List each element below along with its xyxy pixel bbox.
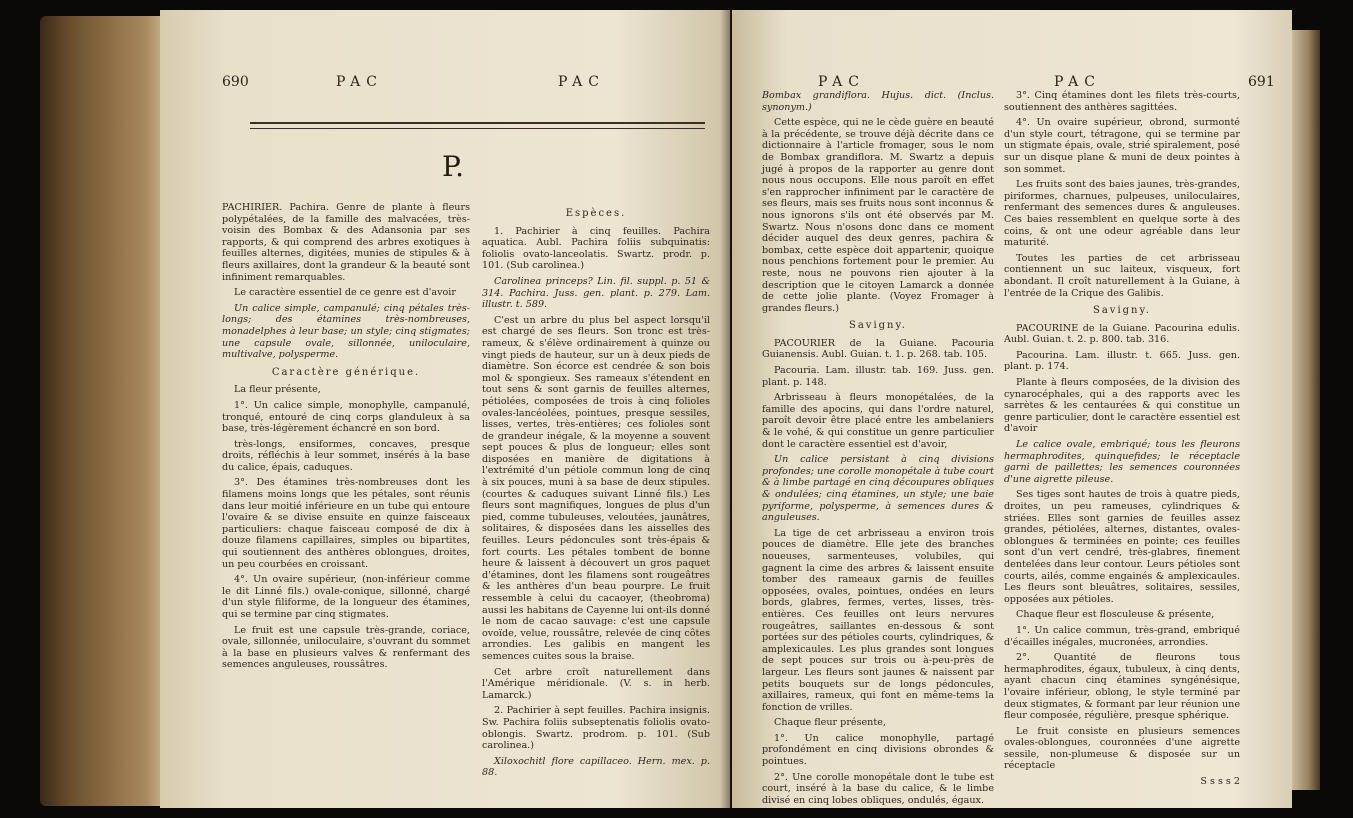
right-page [732, 10, 1292, 808]
header-rule [250, 122, 705, 129]
paragraph: Chaque fleur est flosculeuse & présente, [1016, 609, 1215, 621]
paragraph: Bombax grandiflora. Hujus. dict. (Inclus. synonym.) [762, 90, 994, 113]
paragraph: 4°. Un ovaire supérieur, obrond, surmonté d'un style court, tétragone, qui se termine par un stigmate épais, ovale, strié spiralement, posé sur un disque plane & muni de deux pointes à son sommet. [1004, 117, 1240, 175]
paragraph: PACOURIER de la Guiane. Pacouria Guianensis. Aubl. Guian. t. 1. p. 268. tab. 105. [762, 337, 994, 361]
signature-mark: S s s s 2 [1200, 776, 1240, 788]
running-head-right-1: PAC [818, 74, 865, 90]
paragraph: 1°. Un calice monophylle, partagé profondément en cinq divisions obrondes & pointues. [762, 732, 994, 768]
signature: Savigny. [1092, 305, 1151, 317]
paragraph: La fleur présente, [234, 384, 321, 396]
left-column-2 [482, 202, 710, 783]
paragraph: Le calice ovale, embriqué; tous les fleurons hermaphrodites, quinquefides; le réceptacle garni de paillettes; les semences couronnées d'une aigrette pileuse. [1004, 439, 1240, 485]
open-book [40, 10, 1320, 810]
left-column-1 [222, 202, 470, 675]
book-edge-left [40, 16, 165, 806]
paragraph: Pacourina. Lam. illustr. t. 665. Juss. gen. plant. p. 174. [1004, 349, 1240, 373]
paragraph: La tige de cet arbrisseau a environ trois pouces de diamètre. Elle jete des branches noueuses, sarmenteuses, volubiles, qui gagnent la cime des arbres & laissent ensuite tomber des rameaux garnis de feuilles opposées, ovales, pointues, ondées en leurs bords, glabres, fermes, vertes, lisses, très-entières. Ces feuilles ont leurs nervures rougeâtres, saillantes en-dessous & sont portées sur des pétioles courts, cylindriques, & amplexicaules. Les plus grandes sont longues de sept pouces sur trois ou à-peu-près de largeur. Les fleurs sont jaunes & naissent par petits bouquets sur de longs pédoncules, axillaires, rameux, qui font en même-tems la fonction de vrilles. [762, 527, 994, 713]
page-number-right: 691 [1248, 74, 1275, 90]
paragraph: Le caractère essentiel de ce genre est d'avoir [234, 287, 456, 299]
running-head-left-2: PAC [558, 74, 605, 90]
paragraph: 1°. Un calice simple, monophylle, campanulé, tronqué, entouré de cinq corps glanduleux à sa base, très-légèrement échancré en son bord. [222, 399, 470, 435]
paragraph: Un calice persistant à cinq divisions profondes; une corolle monopétale à tube court & à limbe partagé en cinq découpures obliques & ondulées; cinq étamines, un style; une baie pyriforme, polysperme, à semences dures & anguleuses. [762, 454, 994, 524]
paragraph: 1. Pachirier à cinq feuilles. Pachira aquatica. Aubl. Pachira foliis subquinatis: foliolis ovato-lanceolatis. Swartz. prodr. p. 101. (Sub carolinea.) [482, 225, 710, 272]
paragraph: Cet arbre croît naturellement dans l'Amérique méridionale. (V. s. in herb. Lamarck.) [482, 666, 710, 701]
paragraph: Le fruit est une capsule très-grande, coriace, ovale, sillonnée, uniloculaire, s'ouvrant du sommet à la base en plusieurs valves & renfermant des semences anguleuses, roussâtres. [222, 624, 470, 671]
page-number-left: 690 [222, 74, 249, 90]
paragraph: Cette espèce, qui ne le cède guère en beauté à la précédente, se trouve déjà décrite dans ce dictionnaire à l'article fromager, sous le nom de Bombax grandiflora. M. Swartz a depuis jugé à propos de la rapporter au genre dont nous nous occupons. Elle nous paroît en effet s'en rapprocher infiniment par le caractère de ses fleurs, mais ses fruits nous sont inconnus & nous ignorons s'ils ont été observés par M. Swartz. Nous n'osons donc dans ce moment décider auquel des deux genres, pachira & bombax, cette espèce doit appartenir, quoique nous penchions fortement pour le premier. Au reste, nous ne pouvons rien ajouter à la description que le citoyen Lamarck a donnée de cette jolie plante. (Voyez Fromager à grandes fleurs.) [762, 117, 994, 314]
paragraph: PACHIRIER. Pachira. Genre de plante à fleurs polypétalées, de la famille des malvacées, très-voisin des Bombax & des Adansonia par ses rapports, & qui comprend des arbres exotiques à feuilles alternes, digitées, munies de stipules & à fleurs axillaires, dont la grandeur & la beauté sont infiniment remarquables. [222, 202, 470, 283]
running-head-right-2: PAC [1054, 74, 1101, 90]
paragraph: 3°. Des étamines très-nombreuses dont les filamens moins longs que les pétales, sont réunis dans leur moitié inférieure en un tube qui entoure l'ovaire & se divise ensuite en quinze faisceaux particuliers: chaque faisceau composé de dix à douze filamens capillaires, simples ou bipartites, qui soutiennent des anthères oblongues, droites, un peu courbées en croissant. [222, 477, 470, 570]
right-column-2 [1004, 90, 1240, 792]
left-page [160, 10, 730, 808]
right-column-1 [762, 90, 994, 808]
paragraph: Carolinea princeps? Lin. fil. suppl. p. 51 & 314. Pachira. Juss. gen. plant. p. 279. Lam. illustr. t. 589. [482, 275, 710, 311]
paragraph: Un calice simple, campanulé; cinq pétales très-longs; des étamines très-nombreuses, monadelphes à leur base; un style; cinq stigmates; une capsule ovale, sillonnée, uniloculaire, multivalve, polysperme. [222, 302, 470, 361]
paragraph: Plante à fleurs composées, de la division des cynarocéphales, qui a des rapports avec les sarrètes & les centaurées & qui constitue un genre particulier, dont le caractère essentiel est d'avoir [1004, 377, 1240, 435]
section-letter: P. [442, 150, 465, 183]
paragraph: Ses tiges sont hautes de trois à quatre pieds, droites, un peu rameuses, cylindriques & striées. Elles sont garnies de feuilles assez grandes, pétiolées, alternes, distantes, ovales-oblongues & terminées en pointe; ces feuilles sont d'un vert cendré, très-glabres, finement dentelées dans leur contour. Leurs pétioles sont courts, ailés, comme engainés & amplexicaules. Les fleurs sont bleuâtres, solitaires, sessiles, opposées aux pétioles. [1004, 489, 1240, 605]
paragraph: Toutes les parties de cet arbrisseau contiennent un suc laiteux, visqueux, fort abondant. Il croît naturellement à la Guiane, à l'entrée de la Crique des Galibis. [1004, 252, 1240, 299]
signature: Savigny. [848, 320, 907, 332]
paragraph: Le fruit consiste en plusieurs semences ovales-oblongues, couronnées d'une aigrette sessile, non-plumeuse & disposée sur un réceptacle [1004, 725, 1240, 772]
paragraph: Xiloxochitl flore capillaceo. Hern. mex. p. 88. [482, 755, 710, 779]
section-heading: Caractère générique. [271, 366, 421, 378]
paragraph: 3°. Cinq étamines dont les filets très-courts, soutiennent des anthères sagittées. [1004, 90, 1240, 113]
running-head-left-1: PAC [336, 74, 383, 90]
paragraph: 2. Pachirier à sept feuilles. Pachira insignis. Sw. Pachira foliis subseptenatis foliolis ovato-oblongis. Swartz. prodrom. p. 101. (Sub carolinea.) [482, 705, 710, 752]
section-heading: Espèces. [565, 208, 627, 219]
paragraph: Arbrisseau à fleurs monopétalées, de la famille des apocins, qui dans l'ordre naturel, paroît devoir être placé entre les ambelaniers & le vohé, & qui constitue un genre particulier dont le caractère essentiel est d'avoir, [762, 392, 994, 450]
paragraph: PACOURINE de la Guiane. Pacourina edulis. Aubl. Guian. t. 2. p. 800. tab. 316. [1004, 322, 1240, 346]
paragraph: Pacouria. Lam. illustr. tab. 169. Juss. gen. plant. p. 148. [762, 365, 994, 388]
book-edge-right [1290, 30, 1320, 790]
paragraph: 1°. Un calice commun, très-grand, embriqué d'écailles inégales, mucronées, arrondies. [1004, 624, 1240, 648]
paragraph: C'est un arbre du plus bel aspect lorsqu'il est chargé de ses fleurs. Son tronc est très-rameux, & s'élève ordinairement à quinze ou vingt pieds de hauteur, sur un à deux pieds de diamètre. Son écorce est cendrée & son bois mol & spongieux. Ses rameaux s'étendent en tout sens & sont garnis de feuilles alternes, pétiolées, composées de trois à cinq folioles ovales-lancéolées, pointues, presque sessiles, lisses, vertes, très-entières; ces folioles sont de grandeur inégale, & la moyenne a souvent sept pouces & plus de longueur; elles sont disposées en manière de digitations à l'extrémité d'un pétiole commun long de cinq à six pouces, muni à sa base de deux stipules. (courtes & caduques suivant Linné fils.) Les fleurs sont magnifiques, longues de plus d'un pied, comme tubuleuses, veloutées, jaunâtres, solitaires, & disposées dans les aisselles des feuilles. Leurs pédoncules sont très-épais & fort courts. Les pétales tombent de bonne heure & laissent à découvert un gros paquet d'étamines, dont les filamens sont rougeâtres & les anthères d'un beau pourpre. Le fruit ressemble à celui du cacaoyer, (theobroma) aussi les habitans de Cayenne lui ont-ils donné le nom de cacao sauvage: c'est une capsule ovoïde, velue, roussâtre, relevée de cinq côtes arrondies. Les galibis en mangent les semences cuites sous la braise. [482, 314, 711, 662]
paragraph: Chaque fleur présente, [774, 717, 886, 729]
paragraph: Les fruits sont des baies jaunes, très-grandes, piriformes, charnues, pulpeuses, uniloculaires, renfermant des semences dures & anguleuses. Ces baies ressemblent en quelque sorte à des coins, & ont une odeur agréable dans leur maturité. [1004, 179, 1240, 249]
paragraph: 2°. Quantité de fleurons tous hermaphrodites, égaux, tubuleux, à cinq dents, ayant chacun cinq étamines syngénésique, l'ovaire inférieur, oblong, le style terminé par deux stigmates, & formant par leur réunion une fleur composée, régulière, presque sphérique. [1004, 652, 1240, 722]
paragraph: 2°. Une corolle monopétale dont le tube est court, inséré à la base du calice, & le limbe divisé en cinq lobes obliques, ondulés, égaux. [762, 771, 994, 806]
paragraph: très-longs, ensiformes, concaves, presque droits, réfléchis à leur sommet, insérés à la base du calice, épais, caduques. [222, 438, 470, 473]
paragraph: 4°. Un ovaire supérieur, (non-inférieur comme le dit Linné fils.) ovale-conique, sillonné, chargé d'un style filiforme, de la longueur des étamines, qui se termine par cinq stigmates. [222, 574, 470, 620]
